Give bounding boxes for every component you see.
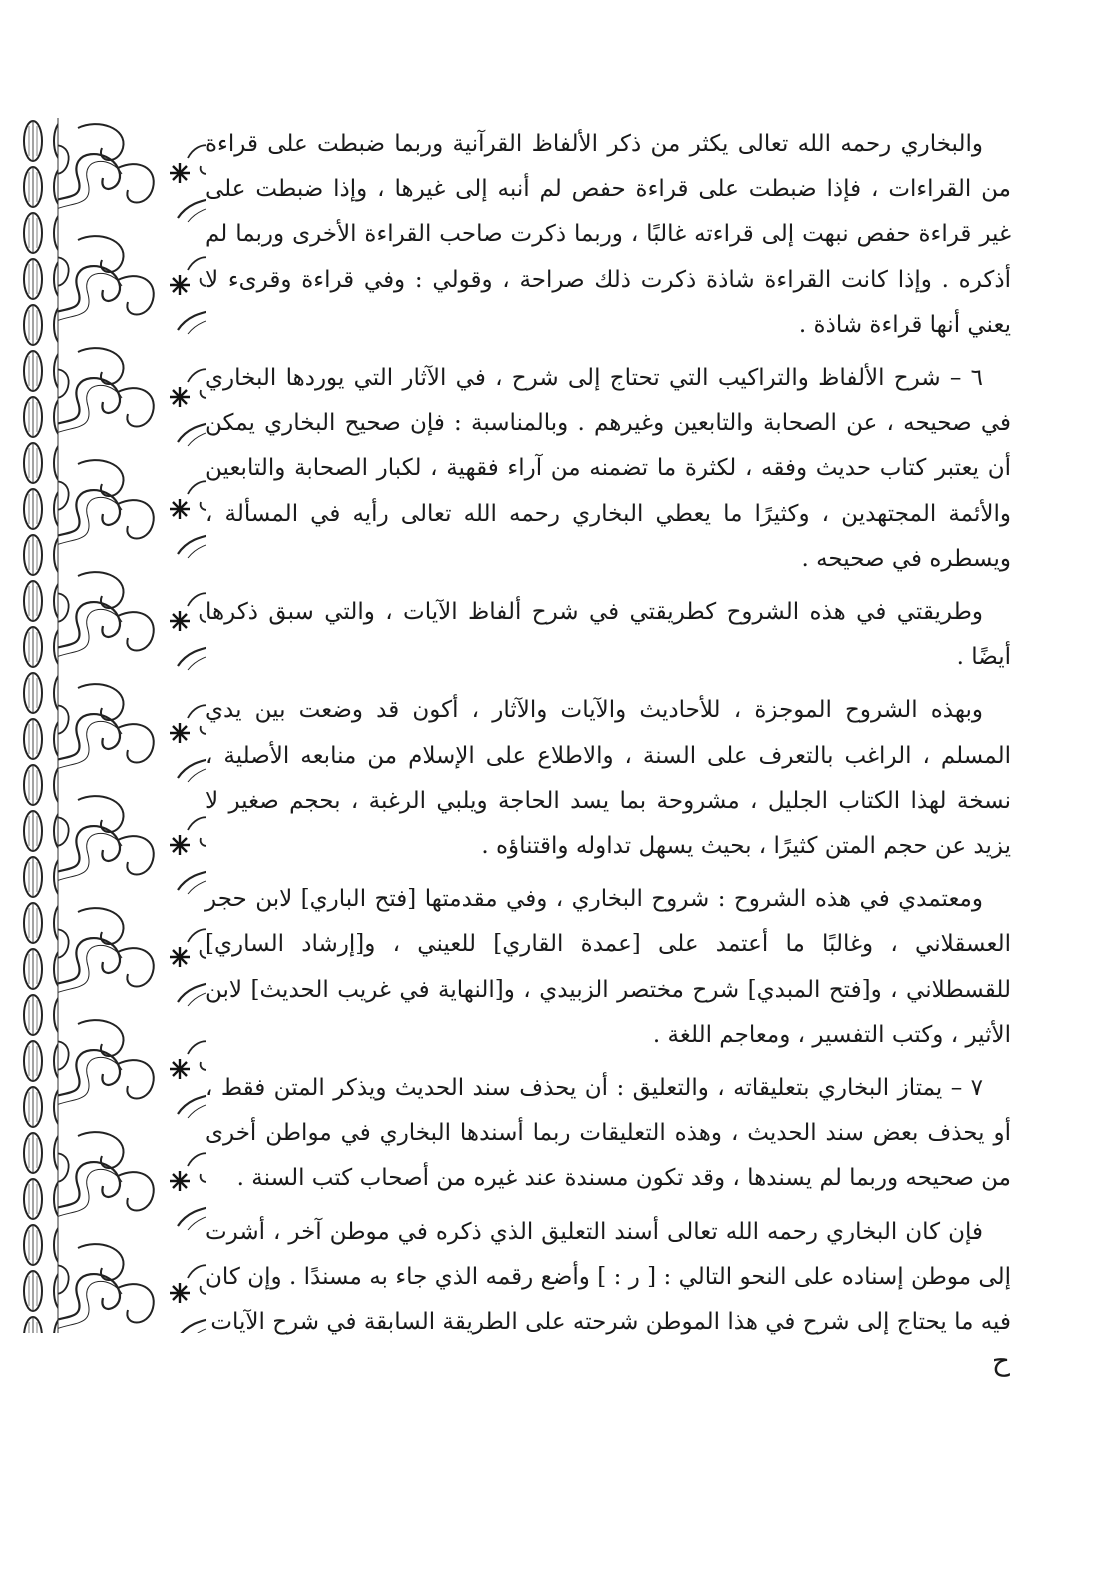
paragraph-point-7: ٧ – يمتاز البخاري بتعليقاته ، والتعليق : أن يحذف سند الحديث ويذكر المتن فقط ، أو يحذف بعض سند الحديث ، وهذه التعليقات ربما أسندها البخاري في مواطن أخرى من صحيحه وربما لم يسندها ، وقد تكون مسندة عند غيره من أصحاب كتب السنة . <box>205 1075 1011 1192</box>
paragraph-method: وطريقتي في هذه الشروح كطريقتي في شرح ألفاظ الآيات ، والتي سبق ذكرها أيضًا . <box>205 599 1011 671</box>
paragraph-isnad-reference: فإن كان البخاري رحمه الله تعالى أسند التعليق الذي ذكره في موطن آخر ، أشرت إلى موطن إسناده على النحو التالي : [ ر : ] وأضع رقمه الذي جاء به مسندًا . وإن كان فيه ما يحتاج إلى شرح في هذا الموطن شرحته على الطريقة السابقة في شرح الآيات <box>205 1218 1011 1336</box>
page-body <box>205 122 1011 1353</box>
paragraph-brief-commentary: وبهذه الشروح الموجزة ، للأحاديث والآيات والآثار ، أكون قد وضعت بين يدي المسلم ، الراغب بالتعرف على السنة ، والاطلاع على الإسلام من منابعه الأصلية ، نسخة لهذا الكتاب الجليل ، مشروحة بما يسد الحاجة ويلبي الرغبة ، بحجم صغير لا يزيد عن حجم المتن كثيرًا ، بحيث يسهل تداوله واقتناؤه . <box>205 697 1011 860</box>
paragraph-sources: ومعتمدي في هذه الشروح : شروح البخاري ، وفي مقدمتها [فتح الباري] لابن حجر العسقلاني ، وغالبًا ما أعتمد على [عمدة القاري] للعيني ، و[إرشاد الساري] للقسطلاني ، و[فتح المبدي] شرح مختصر الزبيدي ، و[النهاية في غريب الحديث] لابن الأثير ، وكتب التفسير ، ومعاجم اللغة . <box>205 886 1011 1048</box>
page-number: ح <box>991 1344 1010 1377</box>
paragraph-qiraat: والبخاري رحمه الله تعالى يكثر من ذكر الألفاظ القرآنية وربما ضبطت على قراءة من القراءات ، فإذا ضبطت على قراءة حفص لم أنبه إلى غيرها ، وإذا ضبطت على غير قراءة حفص نبهت إلى قراءته غالبًا ، وربما ذكرت صاحب القراءة الأخرى وربما لم أذكره . وإذا كانت القراءة شاذة ذكرت ذلك صراحة ، وقولي : وفي قراءة وقرىء لا يعني أنها قراءة شاذة . <box>205 131 1011 338</box>
decorative-border <box>18 118 206 1333</box>
paragraph-point-6: ٦ – شرح الألفاظ والتراكيب التي تحتاج إلى شرح ، في الآثار التي يوردها البخاري في صحيحه ، عن الصحابة والتابعين وغيرهم . وبالمناسبة : فإن صحيح البخاري يمكن أن يعتبر كتاب حديث وفقه ، لكثرة ما تضمنه من آراء فقهية ، لكبار الصحابة والتابعين والأئمة المجتهدين ، وكثيرًا ما يعطي البخاري رحمه الله تعالى رأيه في المسألة ، ويسطره في صحيحه . <box>205 365 1011 572</box>
ornament-icon <box>18 118 206 1333</box>
